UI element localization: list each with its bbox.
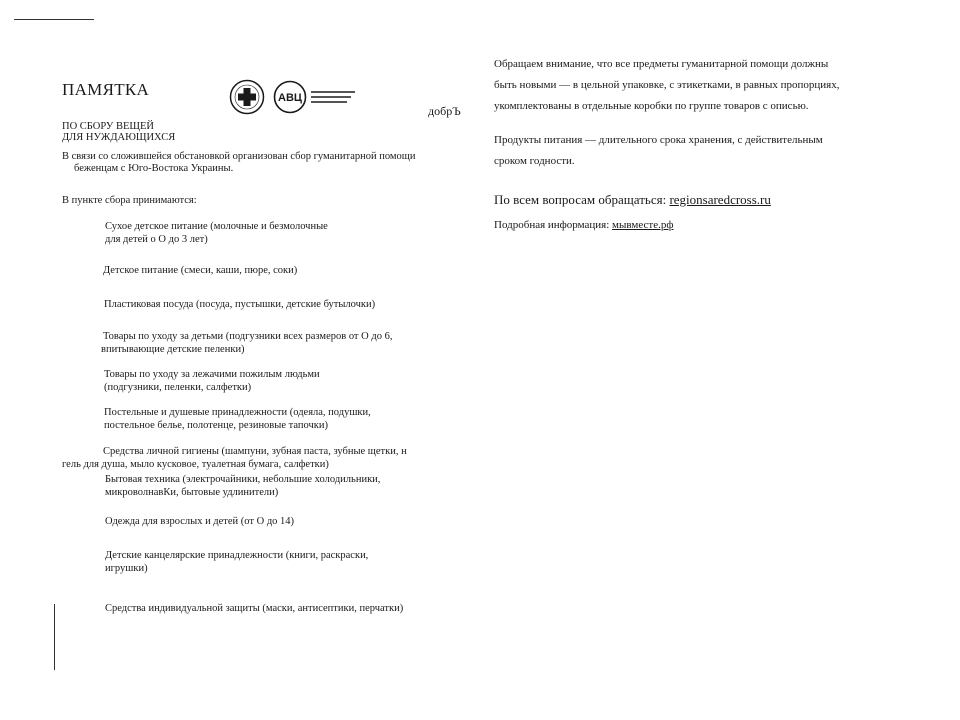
info-label: Подробная информация: — [494, 219, 610, 231]
notice-paragraph — [494, 54, 872, 117]
food-line-2: сроком годности. — [494, 155, 575, 167]
item-line-1: Детское питание (смеси, каши, пюре, соки) — [103, 265, 298, 276]
item-line-1: Сухое детское питание (молочные и безмолочные — [105, 221, 328, 232]
list-item — [105, 473, 380, 499]
intro-line-1: В связи со сложившейся обстановкой организован сбор гуманитарной помощи — [62, 151, 416, 162]
list-item — [105, 602, 403, 615]
item-line-2: гель для душа, мыло кусковое, туалетная бумага, салфетки) — [62, 459, 329, 470]
item-line-1: Средства индивидуальной защиты (маски, антисептики, перчатки) — [105, 603, 404, 614]
left-margin-rule — [54, 604, 55, 670]
accepted-heading: В пункте сбора принимаются: — [62, 195, 197, 206]
item-line-2: впитывающие детские пеленки) — [101, 344, 245, 355]
item-line-1: Средства личной гигиены (шампуни, зубная паста, зубные щетки, н — [103, 446, 407, 457]
item-line-1: Товары по уходу за детьми (подгузники всех размеров от О до 6, — [103, 331, 393, 342]
avc-logo — [273, 80, 363, 114]
item-line-1: Бытовая техника (электрочайники, небольшие холодильники, — [105, 474, 381, 485]
item-line-1: Одежда для взрослых и детей (от О до 14) — [105, 516, 295, 527]
subtitle-line-2: ДЛЯ НУЖДАЮЩИХСЯ — [62, 132, 176, 143]
list-item — [104, 298, 375, 311]
list-item — [105, 515, 294, 528]
contacts-label: По всем вопросам обращаться: — [494, 192, 667, 207]
notice-line-1: Обращаем внимание, что все предметы гуманитарной помощи должны — [494, 58, 829, 70]
item-line-2: микроволнавКи, бытовые удлинители) — [105, 487, 279, 498]
info-line — [494, 219, 673, 231]
memo-title: ПАМЯТКА — [62, 80, 150, 99]
item-line-2: (подгузники, пеленки, салфетки) — [104, 382, 252, 393]
item-line-2: для детей о О до 3 лет) — [105, 234, 208, 245]
notice-line-3: укомплектованы в отдельные коробки по группе товаров с описью. — [494, 100, 809, 112]
item-line-2: игрушки) — [105, 563, 148, 574]
intro-line-2: беженцам с Юго-Востока Украины. — [74, 163, 234, 174]
subtitle-line-1: ПО СБОРУ ВЕЩЕЙ — [62, 121, 154, 132]
memo-subtitle — [62, 121, 175, 143]
item-line-1: Детские канцелярские принадлежности (книги, раскраски, — [105, 550, 369, 561]
list-item — [105, 220, 328, 246]
avc-logo-text: АВЦ — [278, 92, 302, 104]
item-line-2: постельное белье, полотенце, резиновые тапочки) — [104, 420, 328, 431]
food-paragraph — [494, 130, 872, 172]
red-cross-logo — [229, 79, 265, 115]
list-item — [105, 549, 368, 575]
info-link[interactable]: мывместе.рф — [612, 219, 674, 231]
dobr-fragment: добрЪ — [428, 104, 461, 118]
list-item — [103, 264, 297, 277]
list-item — [101, 330, 392, 356]
list-item — [104, 368, 320, 394]
list-item — [104, 406, 371, 432]
item-line-1: Постельные и душевые принадлежности (одеяла, подушки, — [104, 407, 371, 418]
top-rule — [14, 19, 94, 20]
notice-line-2: быть новыми — в цельной упаковке, с этикетками, в равных пропорциях, — [494, 79, 840, 91]
food-line-1: Продукты питания — длительного срока хранения, с действительным — [494, 134, 823, 146]
list-item — [62, 445, 407, 471]
intro-text — [62, 151, 462, 175]
contacts-link[interactable]: regionsaredcross.ru — [669, 192, 771, 207]
item-line-1: Пластиковая посуда (посуда, пустышки, детские бутылочки) — [104, 299, 376, 310]
contacts-line — [494, 192, 771, 208]
item-line-1: Товары по уходу за лежачими пожилым людьми — [104, 369, 320, 380]
